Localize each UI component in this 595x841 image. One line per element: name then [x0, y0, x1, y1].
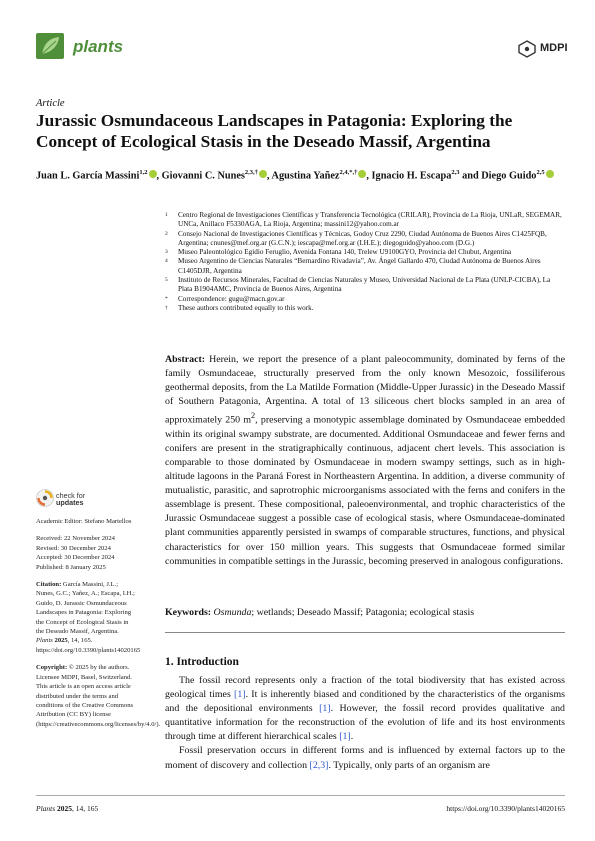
- author-separator: ,: [366, 170, 372, 182]
- date-published: Published: 8 January 2025: [36, 563, 106, 571]
- author-affiliation-marks: 2,4,*,†: [339, 169, 358, 176]
- affiliation-item: [165, 276, 565, 295]
- citation-text-b[interactable]: , 14, 165. https://doi.org/10.3390/plants14020165: [36, 637, 141, 654]
- mdpi-logo-icon: [517, 40, 537, 63]
- author-affiliation-marks: 2,3: [451, 169, 460, 176]
- check-updates-icon: [36, 489, 54, 507]
- affiliation-mark: †: [165, 304, 168, 311]
- check-updates-label: [56, 492, 85, 507]
- footer-year: 2025: [57, 804, 73, 813]
- keywords-rest: ; wetlands; Deseado Massif; Patagonia; ecological stasis: [251, 607, 475, 618]
- intro-p1-text-b: . It is inherently biased and conditioned by the characteristics of the organisms and the depositional environments: [165, 689, 565, 715]
- citation: [36, 580, 141, 655]
- copyright-label: Copyright:: [36, 664, 68, 672]
- footer-citation: [36, 804, 98, 813]
- intro-p2-text-b: . Typically, only parts of an organism are: [328, 759, 490, 771]
- author-affiliation-marks: 2,3,†: [244, 169, 258, 176]
- author-name: and Diego Guido: [462, 170, 537, 182]
- intro-p1-text-d: .: [350, 731, 354, 743]
- affiliation-mark: 5: [165, 277, 168, 284]
- affiliation-item: [165, 211, 565, 230]
- intro-p2-text-a: Fossil preservation occurs in different forms and is influenced by external factors up to the moment of discovery and collection: [165, 745, 565, 771]
- section-heading-introduction: 1. Introduction: [165, 656, 239, 668]
- check-updates-line2: updates: [56, 498, 84, 508]
- affiliation-text: Museo Paleontológico Egidio Feruglio, Avenida Fontana 140, Trelew U9100GYO, Provincia del Chubut, Argentina: [178, 248, 512, 257]
- article-title: Jurassic Osmundaceous Landscapes in Patagonia: Exploring the Concept of Ecological Stasis in the Deseado Massif, Argentina: [36, 111, 513, 151]
- affiliation-item: [165, 304, 565, 313]
- affiliation-text: Instituto de Recursos Minerales, Facultad de Ciencias Naturales y Museo, Universidad Nacional de La Plata (UNLP-CICBA), La Plata B1904AMC, Provincia de Buenos Aires, Argentina: [178, 276, 551, 294]
- affiliation-item: [165, 257, 565, 276]
- copyright: [36, 663, 161, 729]
- keywords-label: Keywords:: [165, 607, 212, 618]
- intro-paragraph-2: [165, 744, 565, 772]
- orcid-icon[interactable]: [546, 170, 554, 178]
- author-name: Agustina Yañez: [271, 170, 340, 182]
- keywords: [165, 606, 565, 620]
- introduction-body: [165, 674, 565, 773]
- abstract-exponent: 2: [251, 411, 256, 421]
- abstract-text-a: Herein, we report the presence of a plant paleocommunity, dominated by ferns of the family Osmundaceae, structurally preserved from the only known Mesozoic, fossiliferous geothermal deposits, from the La Matilde Formation (Middle-Upper Jurassic) in the Deseado Massif of Southern Patagonia, Argentina. A total of 13 siliceous chert blocks sampled in an area of approximately 250 m: [165, 354, 565, 426]
- journal-logo-icon: [36, 33, 64, 59]
- citation-link[interactable]: [1]: [234, 689, 246, 701]
- footer-doi-link[interactable]: https://doi.org/10.3390/plants14020165: [446, 804, 565, 813]
- footer-journal: Plants: [36, 804, 56, 813]
- check-updates-line1: check for: [56, 491, 86, 500]
- author-list: [36, 166, 576, 184]
- citation-link[interactable]: [1]: [339, 731, 351, 743]
- author-separator: ,: [156, 170, 162, 182]
- citation-label: Citation:: [36, 581, 62, 589]
- affiliation-text: Museo Argentino de Ciencias Naturales “Bernardino Rivadavia”, Av. Ángel Gallardo 470, Ciudad Autónoma de Buenos Aires C1405DJR, Argentina: [178, 257, 541, 275]
- citation-link[interactable]: [2,3]: [309, 759, 329, 771]
- publisher-name[interactable]: MDPI: [540, 42, 568, 54]
- affiliation-item: [165, 295, 565, 304]
- article-info-sidebar: [36, 517, 161, 729]
- intro-p1-text-a: The fossil record represents only a fraction of the total biodiversity that has existed across geological times: [165, 675, 565, 701]
- citation-link[interactable]: [1]: [319, 703, 331, 715]
- author-name: Giovanni C. Nunes: [161, 170, 245, 182]
- copyright-text: © 2025 by the authors. Licensee MDPI, Basel, Switzerland. This article is an open access article distributed under the terms and conditions of the Creative Commons Attribution (CC BY) license (https://creativecommons.org/licenses/by/4.0/).: [36, 664, 161, 728]
- affiliation-mark: *: [165, 295, 168, 302]
- author-name: Ignacio H. Escapa: [371, 170, 452, 182]
- date-accepted: Accepted: 30 December 2024: [36, 554, 115, 562]
- author-affiliation-marks: 1,2: [139, 169, 148, 176]
- check-for-updates-button[interactable]: [36, 489, 86, 512]
- author-separator: ,: [266, 170, 272, 182]
- keywords-divider: [165, 632, 565, 633]
- affiliation-mark: 1: [165, 212, 168, 218]
- abstract-label: Abstract:: [165, 354, 206, 365]
- affiliation-text: These authors contributed equally to this work.: [178, 303, 314, 312]
- author-name: Juan L. García Massini: [36, 170, 140, 182]
- affiliations-list: [165, 211, 565, 313]
- affiliation-text: Correspondence: gugu@macn.gov.ar: [178, 294, 285, 303]
- date-received: Received: 22 November 2024: [36, 535, 115, 543]
- article-type: Article: [36, 98, 65, 109]
- affiliation-item: [165, 230, 565, 249]
- intro-p1-text-c: . However, the fossil record provides qualitative and quantitative information for the reconstruction of the evolution of life and its host environments through time at different hierarchical scales: [165, 703, 565, 743]
- author-affiliation-marks: 2,5: [536, 169, 545, 176]
- affiliation-text: Consejo Nacional de Investigaciones Científicas y Técnicas, Godoy Cruz 2290, Ciudad Autónoma de Buenos Aires C1425FQB, Argentina; cnunes@mef.org.ar (G.C.N.); iescapa@mef.org.ar (I.H.E.); diegoguido@yahoo.com (D.G.): [178, 229, 547, 247]
- abstract-text-b: , preserving a monotypic assemblage dominated by Osmundaceae embedded within its original swampy substrate, are documented. Additional Osmundaceae and fewer ferns and conifers are present in the stratigraphically continuous, adjacent chert levels. This association is comparable to those dominated by Osmundaceae in modern swampy settings, such as in high-altitude lagoons in the Paraná Forest in Northeastern Argentina. In addition, a diverse community of mutualistic, parasitic, and saprotrophic microorganisms associated with the ferns and conifers in the assemblage is present. These compositional, paleoenvironmental, and trophic characteristics of the Jurassic Osmundaceae suggest a possible case of ecological stasis, where Osmundaceae-dominated plant communities apparently persisted in swamps of comparable structures, functions, and physical characteristics for over 150 million years. This suggests that Osmundaceae formed similar communities in compatible settings in the Jurassic, becoming preserved in analogous configurations.: [165, 414, 566, 567]
- abstract: [165, 353, 565, 569]
- date-revised: Revised: 30 December 2024: [36, 544, 111, 552]
- keyword-osmunda: Osmunda: [213, 607, 252, 618]
- orcid-icon[interactable]: [149, 170, 157, 178]
- affiliation-mark: 2: [165, 230, 168, 237]
- orcid-icon[interactable]: [259, 170, 267, 178]
- footer-divider: [36, 795, 565, 796]
- footer-volume: , 14, 165: [72, 804, 99, 813]
- academic-editor: Academic Editor: Stefano Martellos: [36, 518, 132, 525]
- affiliation-text: Centro Regional de Investigaciones Científicas y Transferencia Tecnológica (CRILAR), Provincia de La Rioja, UNLaR, SEGEMAR, UNCa, Anillaco F5330AGA, La Rioja, Argentina; massini12@yahoo.com.ar: [178, 211, 562, 229]
- intro-paragraph-1: [165, 674, 565, 744]
- affiliation-mark: 3: [165, 249, 168, 256]
- citation-year: 2025: [54, 637, 68, 645]
- citation-journal: Plants: [36, 637, 53, 645]
- journal-name[interactable]: plants: [73, 37, 124, 56]
- citation-text-a: García Massini, J.L.; Nunes, G.C.; Yañez, A.; Escapa, I.H.; Guido, D. Jurassic Osmundaceous Landscapes in Patagonia: Exploring the Concept of Ecological Stasis in the Deseado Massif, Argentina.: [36, 581, 135, 636]
- affiliation-mark: 4: [165, 258, 168, 265]
